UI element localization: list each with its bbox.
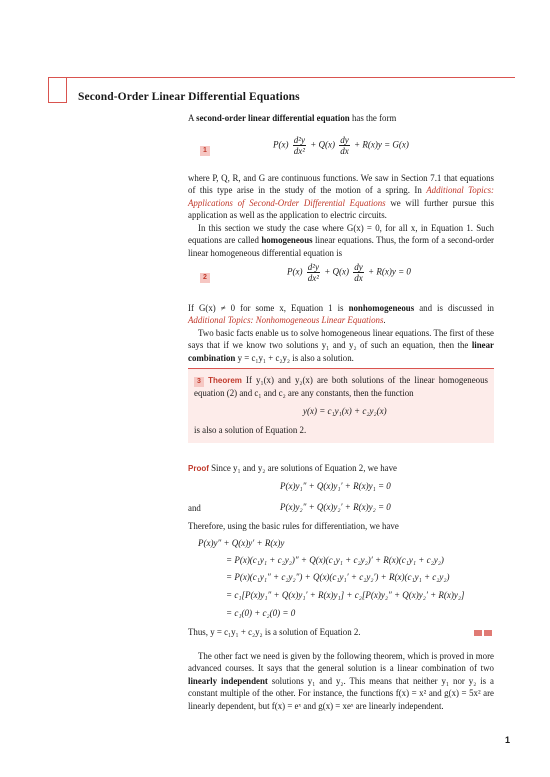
theorem-after: is also a solution of Equation 2. [194, 425, 307, 435]
p5-text-b: solutions y₁ and y₂. This means that neither y₁ nor y₂ is a constant multiple of the other. For instance, the functions f(x) = x² and g(x) = 5x² are linearly dependent, but f(x) = eˣ and g(x) = xeˣ are linearly independent. [188, 675, 494, 711]
eq1-d2y: d²y [293, 135, 305, 145]
eq1-rest: + R(x)y = G(x) [354, 139, 409, 150]
intro-paragraph [188, 112, 494, 124]
intro-term: second-order linear differential equation [196, 113, 350, 123]
p3-text-b: and is discussed in [414, 303, 494, 313]
p4-term: linear combination [188, 340, 494, 363]
eq1-dx2: dx² [293, 146, 305, 156]
theorem-formula: y(x) = c₁y₁(x) + c₂y₂(x) [303, 406, 387, 416]
eq2-dx: dx [354, 273, 363, 283]
proof-line-0: P(x)y″ + Q(x)y′ + R(x)y [198, 538, 285, 548]
eq2-q: + Q(x) [324, 266, 350, 277]
equation-number-2: 2 [200, 273, 210, 283]
proof-label: Proof [188, 464, 209, 473]
equation-2 [287, 262, 411, 283]
paragraph-nonhomogeneous [188, 302, 494, 327]
eq2-p: P(x) [287, 266, 303, 277]
intro-text-pre: A [188, 113, 197, 123]
link-nonhomogeneous[interactable]: Additional Topics: Nonhomogeneous Linear Equations [188, 315, 384, 326]
eq1-first-derivative [339, 135, 350, 156]
eq1-q: + Q(x) [310, 139, 336, 150]
eq2-second-derivative [307, 262, 320, 283]
proof-and: and [188, 503, 201, 513]
page-number: 1 [505, 735, 511, 745]
p3-term: nonhomogeneous [348, 303, 415, 313]
proof-line-3: = c₁[P(x)y₁″ + Q(x)y₁′ + R(x)y₁] + c₂[P(x)y₂″ + Q(x)y₂′ + R(x)y₂] [226, 590, 465, 600]
eq1-dx: dx [340, 146, 349, 156]
paragraph-linear-combination [188, 327, 494, 364]
proof-equation-a: P(x)y₁″ + Q(x)y₁′ + R(x)y₁ = 0 [280, 481, 391, 491]
theorem-statement: If y₁(x) and y₂(x) are both solutions of the linear homogeneous equation (2) and c₁ and c₂ are any constants, then the function [194, 375, 488, 399]
p5-text-a: The other fact we need is given by the following theorem, which is proved in more advanced courses. It says that the general solution is a linear combination of two [188, 651, 494, 674]
p1-text-b: we will further pursue this application as well as the application to electric circuits. [188, 197, 494, 221]
eq2-d2y: d²y [307, 262, 319, 272]
header-rule [65, 77, 515, 78]
eq2-dy: dy [354, 262, 363, 272]
p4-text-b: y = c₁y₁ + c₂y₂ is also a solution. [235, 352, 354, 363]
proof-text: Since y₁ and y₂ are solutions of Equation 2, we have [208, 463, 397, 473]
qed-marker [474, 630, 482, 636]
theorem-box [188, 368, 494, 443]
qed-marker [484, 630, 492, 636]
proof-intro [188, 462, 494, 475]
proof-line-2: = P(x)(c₁y₁″ + c₂y₂″) + Q(x)(c₁y₁′ + c₂y₂′) + R(x)(c₁y₁ + c₂y₂) [226, 572, 450, 582]
paragraph-independence [188, 650, 494, 712]
theorem-number: 3 [194, 377, 204, 387]
p3-text-a: If G(x) ≠ 0 for some x, Equation 1 is [188, 303, 349, 313]
eq2-dx2: dx² [307, 273, 319, 283]
eq1-p: P(x) [273, 139, 289, 150]
eq1-dy: dy [340, 135, 349, 145]
eq2-rest: + R(x)y = 0 [368, 266, 411, 277]
equation-1 [273, 135, 409, 156]
proof-line-4: = c₁(0) + c₂(0) = 0 [226, 608, 296, 618]
p2-text-a: In this section we study the case where G(x) = 0, for all x, in Equation 1. Such equations are called [188, 223, 494, 246]
eq2-first-derivative [353, 262, 364, 283]
equation-number-1: 1 [200, 146, 210, 156]
paragraph-applications [188, 172, 494, 222]
section-title: Second-Order Linear Differential Equations [78, 91, 300, 103]
proof-line-1: = P(x)(c₁y₁ + c₂y₂)″ + Q(x)(c₁y₁ + c₂y₂)′ + R(x)(c₁y₁ + c₂y₂) [226, 555, 444, 565]
intro-text-post: has the form [349, 113, 397, 123]
proof-equation-b: P(x)y₂″ + Q(x)y₂′ + R(x)y₂ = 0 [280, 502, 391, 512]
eq1-second-derivative [293, 135, 306, 156]
paragraph-homogeneous [188, 222, 494, 259]
p4-text-a: Two basic facts enable us to solve homogeneous linear equations. The first of these says that if we know two solutions y₁ and y₂ of such an equation, then the [188, 328, 494, 351]
link-applications[interactable]: Additional Topics: Applications of Second-Order Differential Equations [188, 185, 494, 208]
theorem-text [194, 374, 488, 400]
theorem-label: Theorem [208, 376, 242, 385]
p3-text-c: . [383, 315, 386, 326]
proof-therefore: Therefore, using the basic rules for differentiation, we have [188, 521, 399, 531]
header-corner-box [48, 77, 67, 103]
p2-text-b: linear equations. Thus, the form of a second-order linear homogeneous differential equation is [188, 235, 494, 258]
p2-term: homogeneous [261, 235, 313, 246]
p5-term: linearly independent [188, 675, 268, 686]
p1-text-a: where P, Q, R, and G are continuous functions. We saw in Section 7.1 that equations of this type arise in the study of the motion of a spring. In [188, 173, 494, 196]
proof-conclusion: Thus, y = c₁y₁ + c₂y₂ is a solution of Equation 2. [188, 627, 361, 637]
